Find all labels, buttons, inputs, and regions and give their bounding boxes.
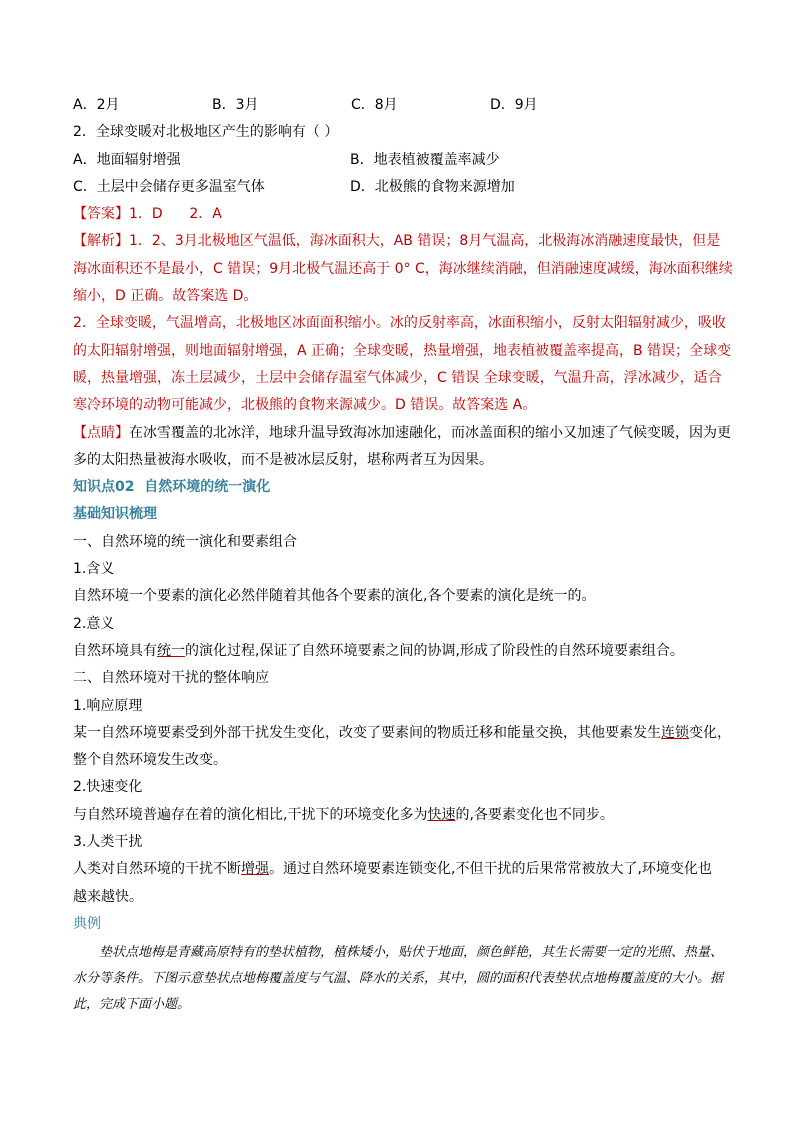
document-page: [73, 92, 733, 1018]
underlined-keyword: 增强: [241, 861, 269, 878]
section1-title: 一、自然环境的统一演化和要素组合: [73, 533, 297, 550]
text-segment: 。通过自然环境要素连锁变化,不但干扰的后果常常被放大了,环境变化也: [269, 861, 712, 878]
q1-option-b: B．3月: [212, 97, 259, 113]
section1-heading-1: 1.含义: [73, 561, 115, 578]
section1-heading-2: 2.意义: [73, 615, 115, 632]
comment-tag: 【点睛】: [73, 424, 129, 441]
analysis-p1: [73, 228, 733, 310]
q1-option-d: D．9月: [490, 97, 538, 113]
underlined-keyword: 连锁: [661, 724, 689, 741]
section2-title: 二、自然环境对干扰的整体响应: [73, 670, 269, 687]
section1-text-1: 自然环境一个要素的演化必然伴随着其他各个要素的演化,各个要素的演化是统一的。: [73, 588, 596, 605]
q2-option-d: D．北极熊的食物来源增加: [350, 178, 515, 195]
q1-option-a: A．2月: [73, 97, 120, 113]
section2-text-3-cont: 越来越快。: [73, 888, 143, 905]
analysis-text-1: 1．2、3月北极地区气温低，海冰面积大，AB 错误；8月气温高，北极海冰消融速度最快，但是海冰面积还不是最小，C 错误；9月北极气温还高于 0° C，海冰继续消融，但消融速度减缓，海冰面积继续缩小，D 正确。故答案选 D。: [73, 233, 733, 305]
section2-heading-2: 2.快速变化: [73, 779, 143, 796]
answer-tag: 【答案】: [73, 206, 129, 223]
section2-text-2: [73, 802, 733, 829]
section2-heading-1: 1.响应原理: [73, 697, 143, 714]
text-segment: 的,各要素变化也不同步。: [455, 806, 614, 823]
text-segment: 自然环境具有: [73, 642, 157, 659]
underlined-keyword: 统一: [157, 642, 185, 659]
text-segment: 人类对自然环境的干扰不断: [73, 861, 241, 878]
text-segment: 的演化过程,保证了自然环境要素之间的协调,形成了阶段性的自然环境要素组合。: [185, 642, 684, 659]
q2-options-row2: [73, 174, 733, 201]
section2-text-3: [73, 856, 733, 883]
analysis-p2: 2．全球变暖，气温增高，北极地区冰面面积缩小。冰的反射率高，冰面积缩小，反射太阳辐射减少，吸收的太阳辐射增强，则地面辐射增强，A 正确；全球变暖，热量增强，地表植被覆盖率提高，B 错误；全球变暖，热量增强，冻土层减少，土层中会储存温室气体减少，C 错误 全球变暖，气温升高，浮冰减少，适合寒冷环境的动物可能减少，北极熊的食物来源减少。D 错误。故答案选 A。: [73, 315, 732, 414]
text-segment: 与自然环境普遍存在着的演化相比,干扰下的环境变化多为: [73, 806, 428, 823]
example-title: 典例: [73, 915, 101, 932]
q2-options-row1: [73, 147, 733, 174]
answer-text: 1．D 2．A: [129, 206, 222, 223]
comment-para: [73, 420, 733, 475]
q2-option-a: A．地面辐射增强: [73, 151, 181, 168]
section2-text-1-cont: 整个自然环境发生改变。: [73, 752, 227, 769]
knowledge-point-title: 知识点02 自然环境的统一演化: [73, 479, 271, 496]
basic-knowledge-title: 基础知识梳理: [73, 506, 157, 523]
q2-option-b: B．地表植被覆盖率减少: [350, 151, 500, 168]
q2-stem: 2．全球变暖对北极地区产生的影响有（ ）: [73, 124, 339, 141]
q1-options: [73, 92, 733, 119]
section2-text-1: [73, 720, 733, 747]
underlined-keyword: 快速: [427, 806, 456, 823]
q2-option-c: C．土层中会储存更多温室气体: [73, 178, 265, 195]
comment-text: 在冰雪覆盖的北冰洋，地球升温导致海冰加速融化，而冰盖面积的缩小又加速了气候变暖，因为更多的太阳热量被海水吸收，而不是被冰层反射，堪称两者互为因果。: [73, 424, 731, 468]
text-segment: 某一自然环境要素受到外部干扰发生变化，改变了要素间的物质迁移和能量交换，其他要素发生: [73, 724, 661, 741]
section2-heading-3: 3.人类干扰: [73, 834, 143, 851]
example-paragraph: 垫状点地梅是青藏高原特有的垫状植物，植株矮小，贴伏于地面，颜色鲜艳，其生长需要一定的光照、热量、水分等条件。下图示意垫状点地梅覆盖度与气温、降水的关系，其中，圆的面积代表垫状点地梅覆盖度的大小。据此，完成下面小题。: [73, 945, 724, 1013]
q1-option-c: C．8月: [351, 97, 398, 113]
text-segment: 变化，: [689, 724, 731, 741]
analysis-tag: 【解析】: [73, 233, 129, 250]
answer-line: [73, 201, 733, 228]
section1-text-2: [73, 638, 733, 665]
